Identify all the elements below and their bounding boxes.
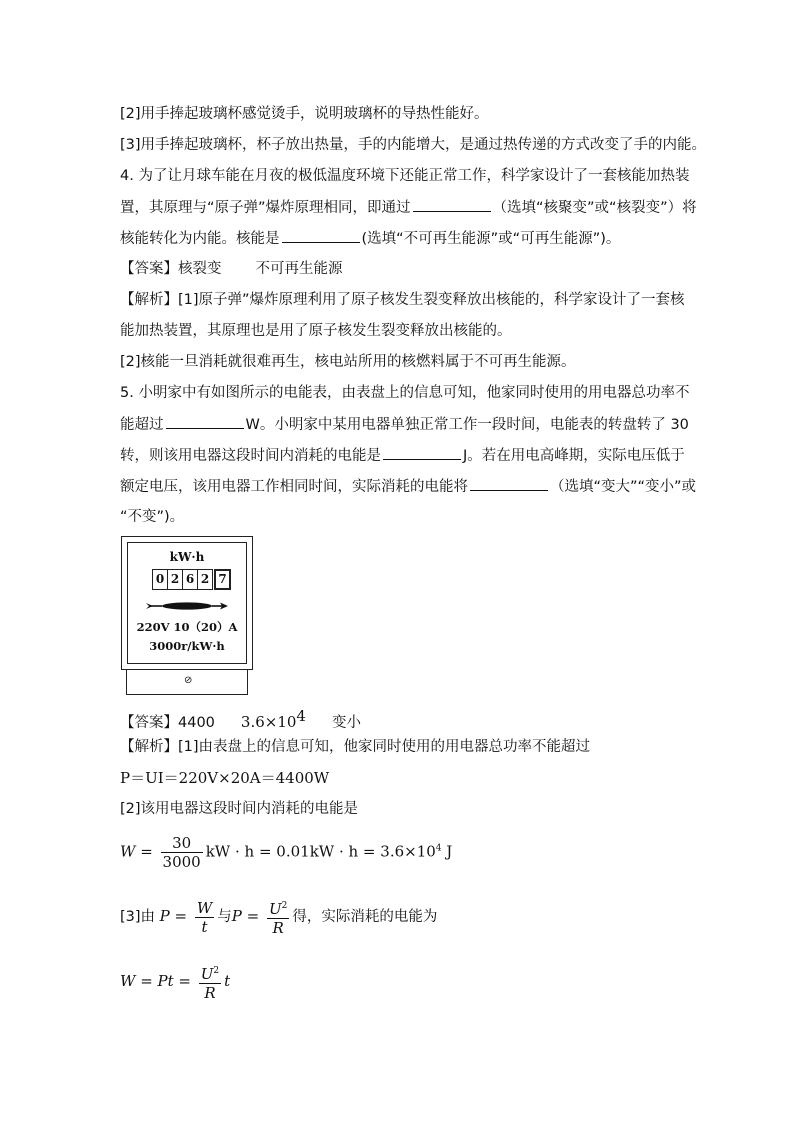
answer-blank — [166, 414, 244, 429]
answer-4: 【答案】核裂变 不可再生能源 — [120, 261, 343, 277]
question-4-text: 核能转化为内能。核能是 (选填“不可再生能源”或“可再生能源”)。 — [120, 228, 620, 249]
screw-icon: ⊘ — [184, 675, 193, 686]
answer-5: 【答案】4400 $3.6\times 10^4$ 变小 — [120, 707, 361, 731]
answer-blank — [470, 476, 548, 491]
question-4-text: 置，其原理与“原子弹”爆炸原理相同，即通过 （选填“核聚变”或“核裂变”）将 — [120, 197, 697, 218]
answer-blank — [383, 445, 461, 460]
meter-unit-label: kW·h — [169, 550, 205, 564]
equation-actual-energy: W = Pt = $\frac{U^2}{R}$ t — [120, 965, 231, 1002]
meter-digit: 2 — [167, 569, 183, 590]
analysis-4: [2]核能一旦消耗就很难再生，核电站所用的核燃料属于不可再生能源。 — [120, 354, 576, 370]
question-5-text: “不变”)。 — [120, 509, 185, 525]
analysis-4: 能加热装置，其原理也是用了原子核发生裂变释放出核能的。 — [120, 323, 512, 339]
analysis-5: [3]由 P = $\frac{W}{t}$ 与P = $\frac{U^2}{R}$ 得，实际消耗的电能为 — [120, 898, 438, 937]
meter-rating: 220V 10（20）A — [136, 620, 238, 634]
analysis-line: [2]用手捧起玻璃杯感觉烫手，说明玻璃杯的导热性能好。 — [120, 106, 489, 122]
meter-digit: 2 — [197, 569, 213, 590]
analysis-5: 【解析】[1]由表盘上的信息可知，他家同时使用的用电器总功率不能超过 — [120, 739, 591, 755]
question-5-text: 5. 小明家中有如图所示的电能表，由表盘上的信息可知，他家同时使用的用电器总功率不 — [120, 385, 690, 401]
answer-blank — [413, 197, 491, 212]
analysis-4: 【解析】[1]原子弹”爆炸原理利用了原子核发生裂变释放出核能的，科学家设计了一套核 — [120, 292, 685, 308]
meter-digit: 0 — [152, 569, 168, 590]
question-5-text: 能超过 W。小明家中某用电器单独正常工作一段时间，电能表的转盘转了 30 — [120, 414, 689, 435]
meter-base — [126, 670, 248, 695]
question-5-text: 额定电压，该用电器工作相同时间，实际消耗的电能将 （选填“变大”“变小”或 — [120, 476, 696, 497]
meter-revolutions: 3000r/kW·h — [149, 639, 225, 653]
question-5-text: 转，则该用电器这段时间内消耗的电能是 J。若在用电高峰期，实际电压低于 — [120, 445, 685, 466]
analysis-line: [3]用手捧起玻璃杯，杯子放出热量，手的内能增大，是通过热传递的方式改变了手的内能。 — [120, 137, 707, 153]
meter-digit-decimal: 7 — [214, 569, 231, 590]
meter-digit: 6 — [182, 569, 198, 590]
rotating-disc-icon — [146, 599, 228, 613]
meter-digit-counter — [152, 569, 230, 590]
analysis-5: [2]该用电器这段时间内消耗的电能是 — [120, 801, 359, 817]
meter-outer-frame — [121, 536, 253, 670]
meter-face — [127, 542, 247, 664]
equation-power: P＝UI＝220V×20A＝4400W — [120, 769, 330, 787]
equation-energy: W = $\frac{30}{3000}$ kW · $h = 0.01kW \cdot h = 3.6\times 10^4$ J — [120, 834, 453, 871]
question-4-text: 4. 为了让月球车能在月夜的极低温度环境下还能正常工作，科学家设计了一套核能加热装 — [120, 168, 690, 184]
electric-meter-figure — [121, 536, 253, 696]
answer-blank — [282, 228, 360, 243]
